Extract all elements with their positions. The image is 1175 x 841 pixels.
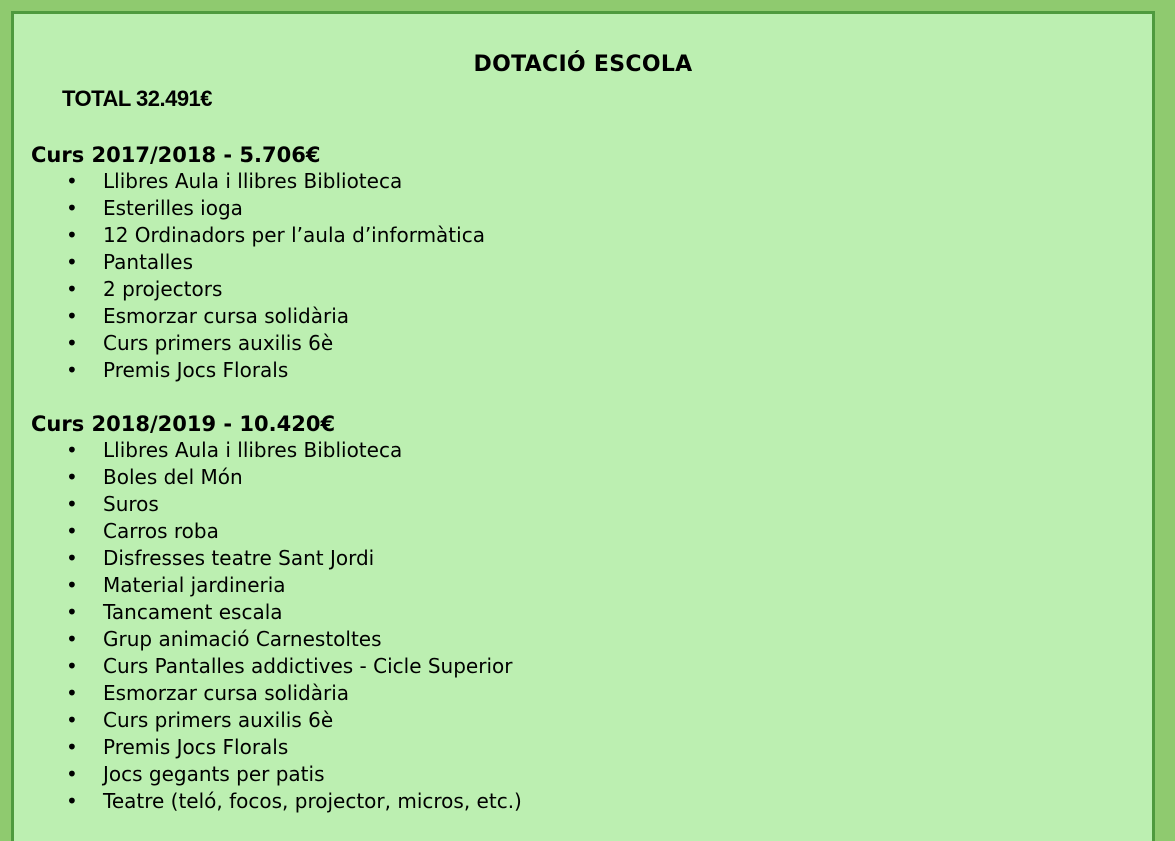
bullet-icon: •	[66, 304, 78, 328]
section-2017-2018	[31, 142, 485, 384]
list-item-text: Curs primers auxilis 6è	[103, 708, 334, 732]
list-item-text: Esmorzar cursa solidària	[103, 304, 350, 328]
list-item	[31, 545, 522, 572]
bullet-icon: •	[66, 250, 78, 274]
list-item	[31, 249, 485, 276]
bullet-icon: •	[66, 223, 78, 247]
list-item-text: 2 projectors	[103, 277, 223, 301]
bullet-icon: •	[66, 708, 78, 732]
bullet-icon: •	[66, 546, 78, 570]
list-item-text: Llibres Aula i llibres Biblioteca	[103, 169, 403, 193]
list-item-text: Llibres Aula i llibres Biblioteca	[103, 438, 403, 462]
list-item-text: Esmorzar cursa solidària	[103, 681, 350, 705]
bullet-icon: •	[66, 627, 78, 651]
bullet-icon: •	[66, 277, 78, 301]
list-item-text: Boles del Món	[103, 465, 243, 489]
list-item-text: Tancament escala	[103, 600, 283, 624]
bullet-icon: •	[66, 492, 78, 516]
list-item	[31, 707, 522, 734]
list-item	[31, 626, 522, 653]
list-item	[31, 518, 522, 545]
bullet-icon: •	[66, 573, 78, 597]
list-item-text: Esterilles ioga	[103, 196, 243, 220]
bullet-icon: •	[66, 789, 78, 813]
bullet-icon: •	[66, 762, 78, 786]
list-item-text: 12 Ordinadors per l’aula d’informàtica	[103, 223, 485, 247]
section-heading: Curs 2018/2019 - 10.420€	[31, 412, 336, 436]
list-item-text: Material jardineria	[103, 573, 286, 597]
list-item	[31, 330, 485, 357]
list-item	[31, 168, 485, 195]
bullet-icon: •	[66, 600, 78, 624]
bullet-icon: •	[66, 681, 78, 705]
bullet-icon: •	[66, 735, 78, 759]
document-panel	[11, 11, 1155, 841]
bullet-icon: •	[66, 519, 78, 543]
bullet-icon: •	[66, 438, 78, 462]
bullet-icon: •	[66, 358, 78, 382]
bullet-icon: •	[66, 169, 78, 193]
list-item-text: Grup animació Carnestoltes	[103, 627, 382, 651]
list-item-text: Curs Pantalles addictives - Cicle Superior	[103, 654, 513, 678]
section-item-list	[31, 168, 485, 384]
list-item-text: Curs primers auxilis 6è	[103, 331, 334, 355]
list-item	[31, 357, 485, 384]
list-item	[31, 653, 522, 680]
list-item-text: Teatre (teló, focos, projector, micros, etc.)	[103, 789, 522, 813]
list-item-text: Jocs gegants per patis	[103, 762, 325, 786]
section-2018-2019	[31, 411, 522, 815]
list-item-text: Premis Jocs Florals	[103, 735, 289, 759]
list-item-text: Pantalles	[103, 250, 194, 274]
list-item-text: Disfresses teatre Sant Jordi	[103, 546, 375, 570]
list-item-text: Suros	[103, 492, 159, 516]
document-title: DOTACIÓ ESCOLA	[473, 52, 693, 77]
list-item	[31, 222, 485, 249]
list-item	[31, 788, 522, 815]
bullet-icon: •	[66, 196, 78, 220]
list-item	[31, 572, 522, 599]
list-item	[31, 599, 522, 626]
list-item	[31, 303, 485, 330]
list-item	[31, 437, 522, 464]
list-item	[31, 734, 522, 761]
list-item	[31, 464, 522, 491]
list-item	[31, 276, 485, 303]
list-item	[31, 761, 522, 788]
bullet-icon: •	[66, 331, 78, 355]
list-item	[31, 491, 522, 518]
list-item	[31, 195, 485, 222]
bullet-icon: •	[66, 654, 78, 678]
bullet-icon: •	[66, 465, 78, 489]
list-item-text: Premis Jocs Florals	[103, 358, 289, 382]
section-heading: Curs 2017/2018 - 5.706€	[31, 143, 321, 167]
list-item-text: Carros roba	[103, 519, 219, 543]
section-item-list	[31, 437, 522, 815]
list-item	[31, 680, 522, 707]
total-amount: TOTAL 32.491€	[62, 86, 213, 111]
